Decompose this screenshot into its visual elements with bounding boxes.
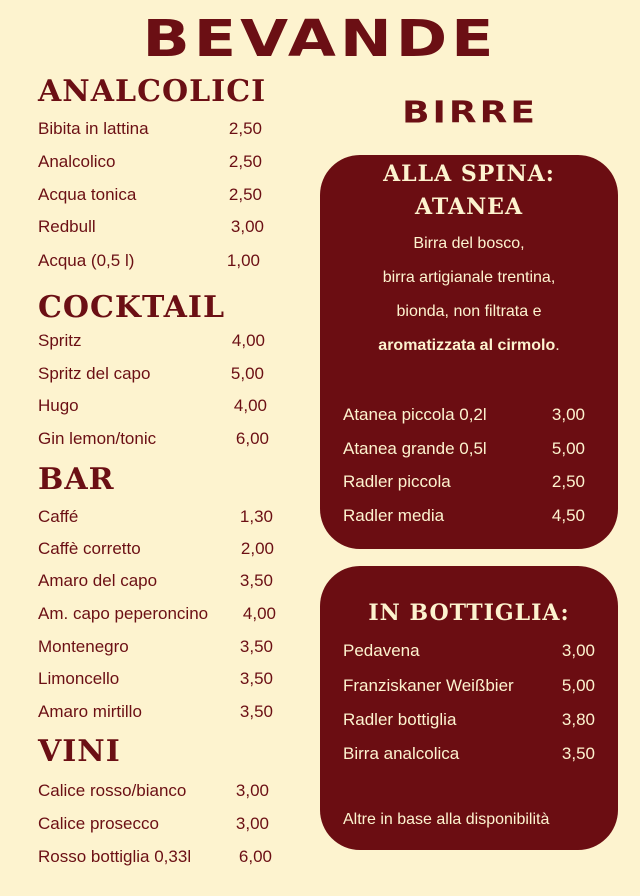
item-name: Radler piccola bbox=[343, 472, 451, 491]
item-price: 5,00 bbox=[551, 439, 585, 458]
item-name: Pedavena bbox=[343, 641, 420, 660]
section-title-cocktail: COCKTAIL bbox=[38, 290, 226, 325]
item-name: Rosso bottiglia 0,33l bbox=[38, 847, 192, 866]
item-name: Spritz del capo bbox=[38, 364, 151, 383]
item-name: Caffè corretto bbox=[38, 539, 141, 558]
item-price: 6,00 bbox=[238, 847, 272, 866]
item-name: Montenegro bbox=[38, 637, 129, 656]
spina-description-line2: birra artigianale trentina, bbox=[382, 269, 556, 286]
spina-card bbox=[320, 155, 618, 549]
section-title-vini: VINI bbox=[38, 734, 121, 769]
item-price: 4,00 bbox=[242, 604, 276, 623]
item-price: 3,50 bbox=[239, 571, 273, 590]
item-name: Atanea piccola 0,2l bbox=[343, 405, 487, 424]
item-name: Limoncello bbox=[38, 669, 120, 688]
item-price: 2,50 bbox=[551, 472, 585, 491]
spina-description-bold: aromatizzata al cirmolo bbox=[378, 337, 556, 354]
item-price: 3,00 bbox=[551, 405, 585, 424]
item-price: 1,00 bbox=[226, 251, 260, 270]
item-price: 5,00 bbox=[561, 676, 595, 695]
item-name: Atanea grande 0,5l bbox=[343, 439, 487, 458]
item-price: 4,00 bbox=[231, 331, 265, 350]
item-name: Amaro mirtillo bbox=[38, 702, 142, 721]
spina-description-line1: Birra del bosco, bbox=[413, 235, 525, 252]
item-name: Radler bottiglia bbox=[343, 710, 457, 729]
item-name: Amaro del capo bbox=[38, 571, 158, 590]
item-price: 2,50 bbox=[228, 152, 262, 171]
item-price: 3,00 bbox=[235, 814, 269, 833]
section-title-analcolici: ANALCOLICI bbox=[38, 74, 267, 109]
item-name: Calice prosecco bbox=[38, 814, 159, 833]
spina-title-line1: ALLA SPINA: bbox=[383, 161, 555, 187]
spina-description-end: . bbox=[555, 337, 560, 354]
item-name: Analcolico bbox=[38, 152, 116, 171]
bottiglia-title: IN BOTTIGLIA: bbox=[368, 600, 570, 626]
item-price: 3,00 bbox=[561, 641, 595, 660]
item-name: Caffé bbox=[38, 507, 79, 526]
item-price: 2,00 bbox=[240, 539, 274, 558]
item-name: Redbull bbox=[38, 217, 96, 236]
item-price: 4,00 bbox=[233, 396, 267, 415]
item-name: Calice rosso/bianco bbox=[38, 781, 187, 800]
item-name: Bibita in lattina bbox=[38, 119, 149, 138]
item-price: 3,80 bbox=[561, 710, 595, 729]
item-price: 4,50 bbox=[551, 506, 585, 525]
birre-title: BIRRE bbox=[402, 95, 538, 130]
item-name: Am. capo peperoncino bbox=[38, 604, 209, 623]
item-name: Radler media bbox=[343, 506, 445, 525]
item-price: 1,30 bbox=[239, 507, 273, 526]
spina-title-line2: ATANEA bbox=[414, 194, 524, 220]
spina-description-line4 bbox=[320, 337, 618, 355]
item-price: 3,50 bbox=[561, 744, 595, 763]
item-price: 2,50 bbox=[228, 185, 262, 204]
item-price: 6,00 bbox=[235, 429, 269, 448]
item-price: 3,00 bbox=[230, 217, 264, 236]
item-price: 3,50 bbox=[239, 669, 273, 688]
item-name: Birra analcolica bbox=[343, 744, 460, 763]
bottiglia-card bbox=[320, 566, 618, 850]
item-name: Gin lemon/tonic bbox=[38, 429, 157, 448]
item-name: Spritz bbox=[38, 331, 82, 350]
item-name: Acqua tonica bbox=[38, 185, 137, 204]
item-price: 2,50 bbox=[228, 119, 262, 138]
item-name: Hugo bbox=[38, 396, 79, 415]
spina-description-line3: bionda, non filtrata e bbox=[396, 303, 542, 320]
item-price: 5,00 bbox=[230, 364, 264, 383]
availability-note: Altre in base alla disponibilità bbox=[343, 811, 550, 828]
menu-title: BEVANDE bbox=[142, 8, 498, 69]
item-name: Acqua (0,5 l) bbox=[38, 251, 135, 270]
item-name: Franziskaner Weißbier bbox=[343, 676, 514, 695]
item-price: 3,50 bbox=[239, 637, 273, 656]
item-price: 3,50 bbox=[239, 702, 273, 721]
item-price: 3,00 bbox=[235, 781, 269, 800]
section-title-bar: BAR bbox=[38, 462, 115, 497]
